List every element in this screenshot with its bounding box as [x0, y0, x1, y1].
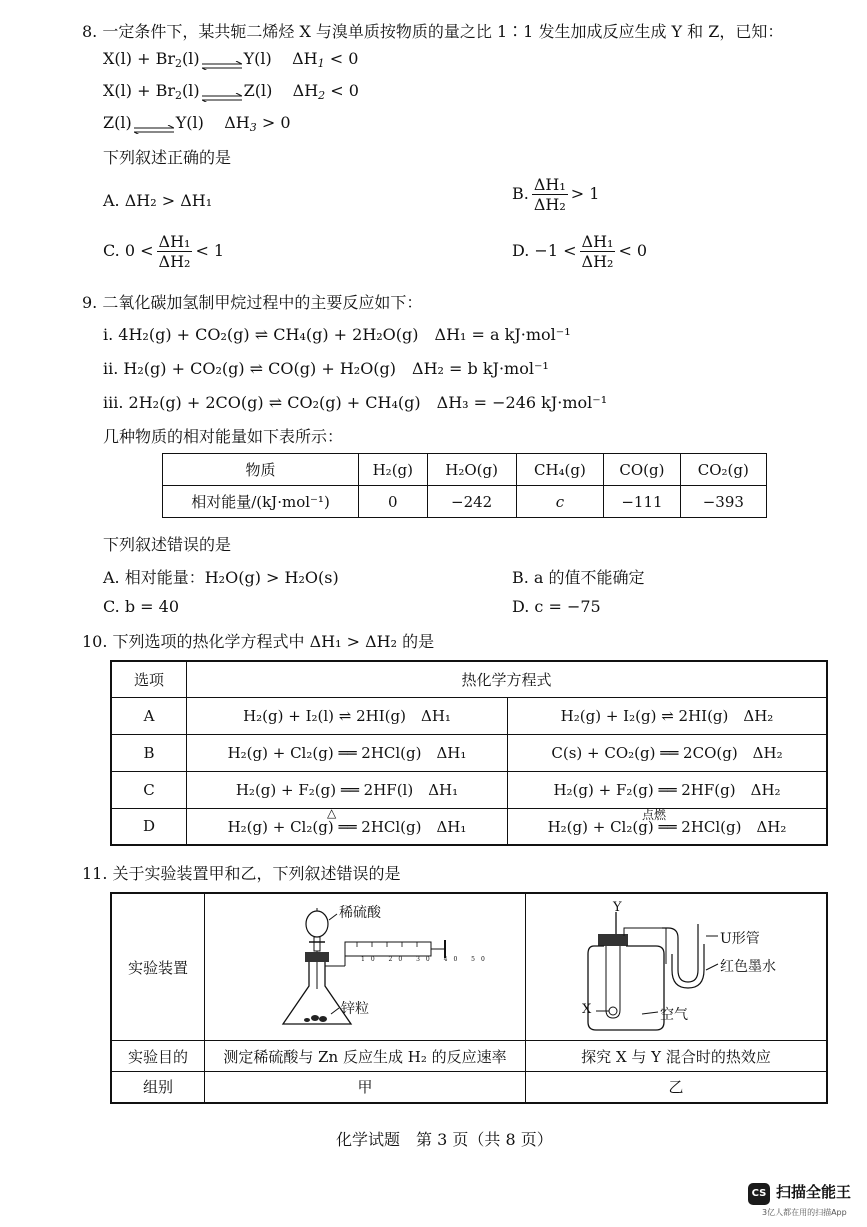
table-row	[111, 808, 827, 845]
fraction: $\frac{\text{ΔH₁}}{\text{ΔH₂}}$	[581, 232, 614, 271]
equation-cell: H₂(g) + Cl₂(g) ══ 2HCl(g) ΔH₂ 点燃	[508, 808, 828, 845]
table-cell: 相对能量/(kJ·mol⁻¹)	[163, 486, 359, 518]
energy-table	[162, 453, 767, 518]
q8-prompt: 下列叙述正确的是	[103, 148, 232, 167]
table-header-cell: H₂(g)	[359, 454, 428, 486]
apparatus-yi	[526, 893, 828, 1041]
q8-eq3: Z(l) Y(l) $\Delta H_3 > 0$	[103, 113, 291, 134]
table-row	[163, 486, 767, 518]
apparatus-jia	[205, 893, 526, 1041]
q9-table-intro: 几种物质的相对能量如下表所示：	[103, 427, 344, 446]
condition-label: 点燃	[642, 807, 667, 822]
table-header-row	[111, 661, 827, 697]
equation-cell: C(s) + CO₂(g) ══ 2CO(g) ΔH₂	[508, 734, 828, 771]
equation-cell: H₂(g) + Cl₂(g) ══ 2HCl(g) ΔH₁ △	[187, 808, 508, 845]
watermark-tagline: 3亿人都在用的扫描App	[762, 1208, 847, 1217]
equation-cell: H₂(g) + I₂(l) ⇌ 2HI(g) ΔH₁	[187, 697, 508, 734]
syringe-scale: 10 20 30 40 50	[361, 956, 491, 963]
q10-stem: 10. 下列选项的热化学方程式中 ΔH₁ > ΔH₂ 的是	[82, 632, 435, 651]
equation-cell: H₂(g) + I₂(g) ⇌ 2HI(g) ΔH₂	[508, 697, 828, 734]
table-row	[111, 1072, 827, 1103]
q9-option-d: D. c = −75	[512, 597, 601, 616]
equation-cell: H₂(g) + Cl₂(g) ══ 2HCl(g) ΔH₁	[187, 734, 508, 771]
label-zinc: 锌粒	[341, 1001, 369, 1017]
label-ink: 红色墨水	[720, 959, 776, 975]
q8-eq2: $X(l) + Br_2(l)$ Z(l) $\Delta H_2 < 0$	[103, 81, 359, 102]
table-header-cell: 热化学方程式	[187, 661, 828, 697]
experiment-table	[110, 892, 828, 1104]
group-cell: 乙	[526, 1072, 828, 1103]
q8-eq1: $X(l) + Br_2(l)$ Y(l) $\Delta H_1 < 0$	[103, 49, 359, 70]
camscanner-logo-icon: CS	[748, 1183, 770, 1205]
group-cell: 甲	[205, 1072, 526, 1103]
option-cell: A	[111, 697, 187, 734]
thermo-table	[110, 660, 828, 846]
equation-cell: H₂(g) + F₂(g) ══ 2HF(g) ΔH₂	[508, 771, 828, 808]
q8-option-d: D. −1 < $\frac{\text{ΔH₁}}{\text{ΔH₂}}$ < 0	[512, 232, 648, 271]
table-header-cell: H₂O(g)	[427, 454, 516, 486]
table-row	[111, 734, 827, 771]
row-label: 组别	[111, 1072, 205, 1103]
table-row	[111, 1041, 827, 1072]
equation-cell: H₂(g) + F₂(g) ══ 2HF(l) ΔH₁	[187, 771, 508, 808]
equilibrium-arrow-icon	[202, 87, 242, 96]
watermark-brand: 扫描全能王	[776, 1183, 852, 1201]
label-y: Y	[613, 900, 622, 915]
table-header-cell: CO₂(g)	[680, 454, 766, 486]
q9-reaction-1: ⅰ. 4H₂(g) + CO₂(g) ⇌ CH₄(g) + 2H₂O(g) ΔH₁ = a kJ·mol⁻¹	[103, 325, 571, 344]
option-cell: C	[111, 771, 187, 808]
table-header-cell: CO(g)	[604, 454, 680, 486]
table-cell: −242	[427, 486, 516, 518]
q9-option-b: B. a 的值不能确定	[512, 568, 645, 587]
q9-reaction-2: ⅱ. H₂(g) + CO₂(g) ⇌ CO(g) + H₂O(g) ΔH₂ = b kJ·mol⁻¹	[103, 359, 549, 378]
q8-option-b: B. $\frac{\text{ΔH₁}}{\text{ΔH₂}}$ > 1	[512, 175, 600, 214]
fraction: $\frac{\text{ΔH₁}}{\text{ΔH₂}}$	[158, 232, 191, 271]
label-air: 空气	[660, 1007, 688, 1023]
table-row	[111, 697, 827, 734]
q11-stem: 11. 关于实验装置甲和乙，下列叙述错误的是	[82, 864, 401, 883]
q9-reaction-3: ⅲ. 2H₂(g) + 2CO(g) ⇌ CO₂(g) + CH₄(g) ΔH₃ = −246 kJ·mol⁻¹	[103, 393, 608, 412]
equilibrium-arrow-icon	[202, 55, 242, 64]
table-cell: −111	[604, 486, 680, 518]
purpose-cell: 测定稀硫酸与 Zn 反应生成 H₂ 的反应速率	[205, 1041, 526, 1072]
table-header-row	[163, 454, 767, 486]
table-header-cell: 物质	[163, 454, 359, 486]
table-header-cell: CH₄(g)	[516, 454, 604, 486]
table-row	[111, 771, 827, 808]
fraction: $\frac{\text{ΔH₁}}{\text{ΔH₂}}$	[533, 175, 566, 214]
row-label: 实验目的	[111, 1041, 205, 1072]
condition-label: △	[327, 805, 337, 820]
q9-stem: 9. 二氧化碳加氢制甲烷过程中的主要反应如下：	[82, 293, 423, 312]
table-cell: c	[516, 486, 604, 518]
equilibrium-arrow-icon	[134, 119, 174, 128]
q8-option-c: C. 0 < $\frac{\text{ΔH₁}}{\text{ΔH₂}}$ < 1	[103, 232, 225, 271]
purpose-cell: 探究 X 与 Y 混合时的热效应	[526, 1041, 828, 1072]
table-cell: 0	[359, 486, 428, 518]
page-footer: 化学试题 第 3 页（共 8 页）	[336, 1130, 553, 1149]
q9-prompt: 下列叙述错误的是	[103, 535, 232, 554]
q8-option-a: A. ΔH₂ > ΔH₁	[103, 191, 213, 210]
label-utube: U形管	[720, 931, 760, 947]
table-header-cell: 选项	[111, 661, 187, 697]
q8-stem: 8. 一定条件下，某共轭二烯烃 X 与溴单质按物质的量之比 1∶1 发生加成反应生成 Y 和 Z，已知：	[82, 22, 784, 41]
label-x: X	[582, 1002, 592, 1017]
row-label: 实验装置	[111, 893, 205, 1041]
q9-option-c: C. b = 40	[103, 597, 180, 616]
label-acid: 稀硫酸	[339, 905, 381, 921]
table-row	[111, 893, 827, 1041]
q9-option-a: A. 相对能量：H₂O(g) > H₂O(s)	[103, 568, 339, 587]
option-cell: D	[111, 808, 187, 845]
table-cell: −393	[680, 486, 766, 518]
option-cell: B	[111, 734, 187, 771]
